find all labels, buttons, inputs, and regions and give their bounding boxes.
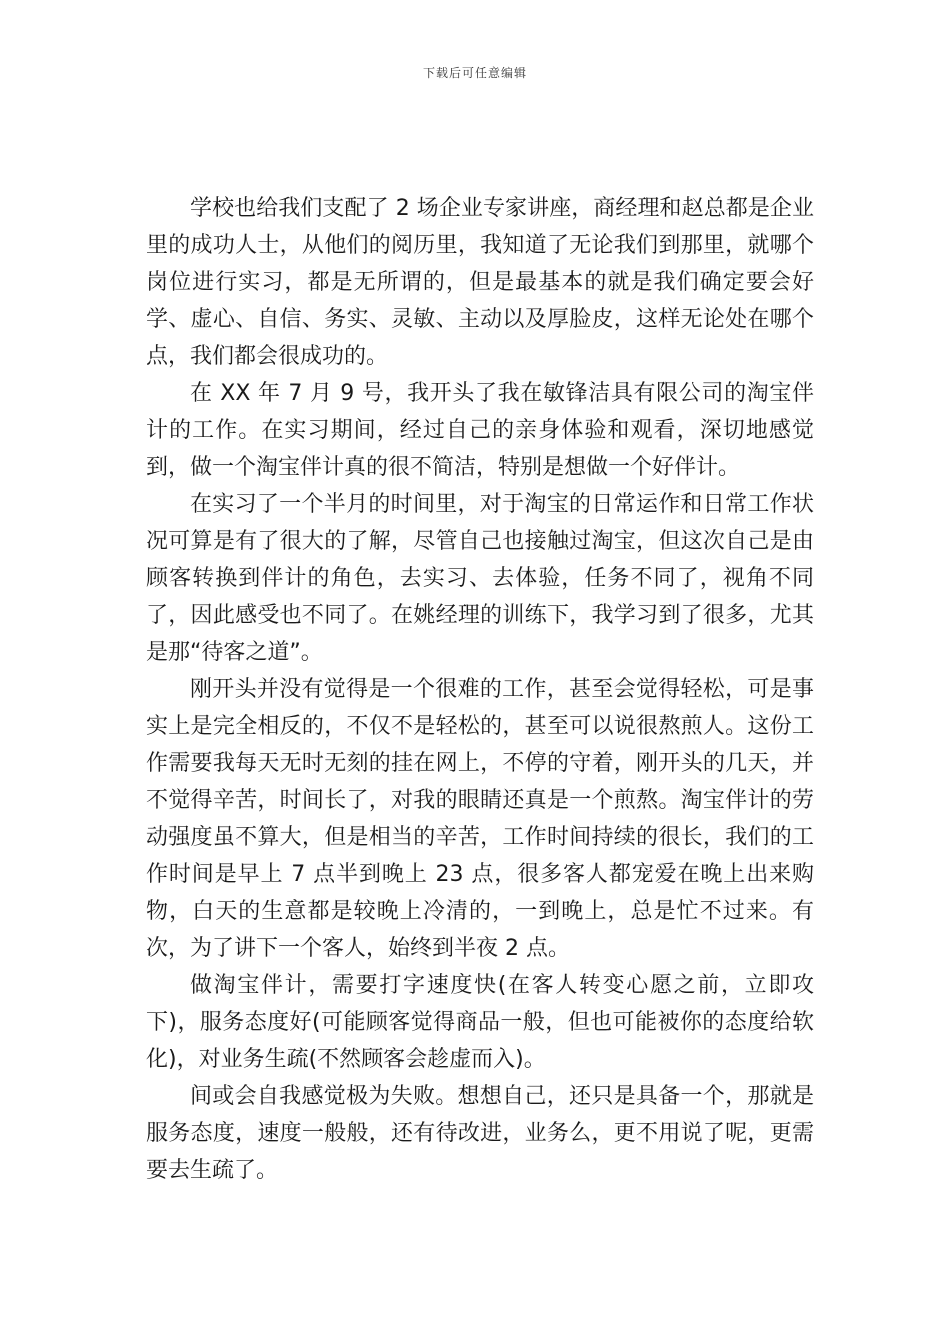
paragraph-internship-experience: 在实习了一个半月的时间里，对于淘宝的日常运作和日常工作状况可算是有了很大的了解，尽管自己也接触过淘宝，但这次自己是由顾客转换到伴计的角色，去实习、去体验，任务不同了，视角不同了，因此感受也不同了。在姚经理的训练下，我学习到了很多，尤其是那“待客之道”。 [146, 492, 814, 665]
document-body [146, 190, 814, 1189]
paragraph-requirements: 做淘宝伴计，需要打字速度快(在客人转变心愿之前，立即攻下)，服务态度好(可能顾客觉得商品一般，但也可能被你的态度给软化)，对业务生疏(不然顾客会趁虚而入)。 [146, 973, 814, 1072]
paragraph-reflection: 间或会自我感觉极为失败。想想自己，还只是具备一个，那就是服务态度，速度一般般，还有待改进，业务么，更不用说了呢，更需要去生疏了。 [146, 1084, 814, 1183]
paragraph-work-hardship: 刚开头并没有觉得是一个很难的工作，甚至会觉得轻松，可是事实上是完全相反的，不仅不是轻松的，甚至可以说很熬煎人。这份工作需要我每天无时无刻的挂在网上，不停的守着，刚开头的几天，并不觉得辛苦，时间长了，对我的眼睛还真是一个煎熬。淘宝伴计的劳动强度虽不算大，但是相当的辛苦，工作时间持续的很长，我们的工作时间是早上 7 点半到晚上 23 点，很多客人都宠爱在晚上出来购物，白天的生意都是较晚上冷清的，一到晚上，总是忙不过来。有次，为了讲下一个客人，始终到半夜 2 点。 [146, 677, 814, 961]
paragraph-start-work: 在 XX 年 7 月 9 号，我开头了我在敏锋洁具有限公司的淘宝伴计的工作。在实习期间，经过自己的亲身体验和观看，深切地感觉到，做一个淘宝伴计真的很不简洁，特别是想做一个好伴计。 [146, 381, 814, 480]
paragraph-lectures: 学校也给我们支配了 2 场企业专家讲座，商经理和赵总都是企业里的成功人士，从他们的阅历里，我知道了无论我们到那里，就哪个岗位进行实习，都是无所谓的，但是最基本的就是我们确定要会好学、虚心、自信、务实、灵敏、主动以及厚脸皮，这样无论处在哪个点，我们都会很成功的。 [146, 196, 814, 369]
page-header-note: 下载后可任意编辑 [422, 66, 527, 80]
